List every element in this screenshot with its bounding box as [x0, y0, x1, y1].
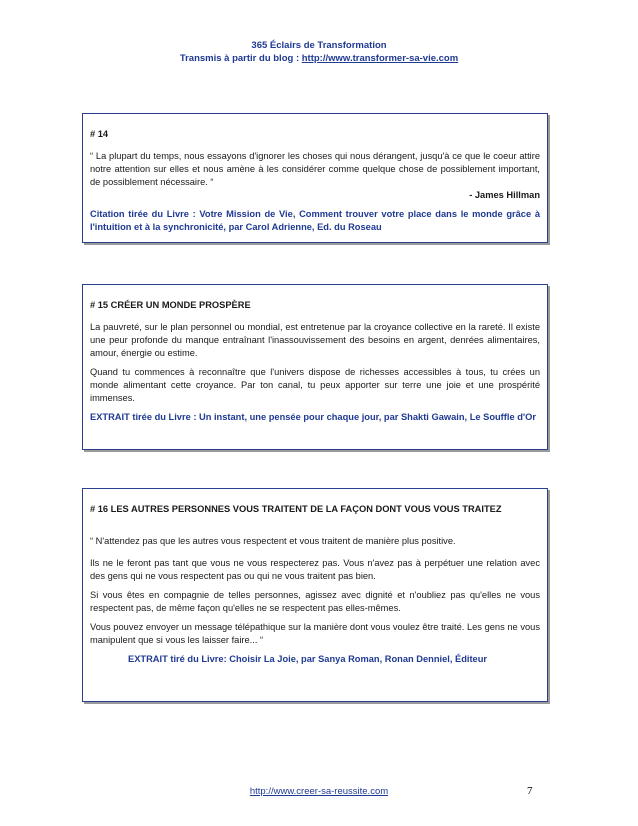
entry-14-author: - James Hillman: [469, 190, 540, 200]
entry-15-paragraph: La pauvreté, sur le plan personnel ou mondial, est entretenue par la croyance collective en la rareté. Il existe une peur profonde du manque entraînant l'inassouvissement des besoins en argent, denrées alimentaires, amour, énergie ou estime.: [90, 322, 540, 358]
subtitle-prefix: Transmis à partir du blog :: [179, 53, 302, 64]
entry-16-paragraph: “ N'attendez pas que les autres vous respectent et vous traitent de manière plus positive.: [90, 536, 456, 546]
entry-14-box: [82, 113, 548, 243]
entry-15-title: # 15 CRÉER UN MONDE PROSPÈRE: [90, 300, 251, 310]
entry-16-box: [82, 488, 548, 702]
entry-14-number: # 14: [90, 129, 109, 139]
entry-16-paragraph: Si vous êtes en compagnie de telles personnes, agissez avec dignité et n'oubliez pas qu'elles ne vous respectent pas, de même façon qu'elles ne se respectent pas elles-mêmes.: [90, 590, 540, 613]
entry-16-paragraph: Vous pouvez envoyer un message télépathique sur la manière dont vous voulez être traité. Les gens ne vous manipulent que si vous les laisser faire... “: [90, 622, 540, 645]
page-number: 7: [527, 785, 533, 797]
blog-link[interactable]: http://www.transformer-sa-vie.com: [301, 53, 459, 64]
document-title: 365 Éclairs de Transformation: [251, 40, 387, 51]
entry-14-source: Citation tirée du Livre : Votre Mission de Vie, Comment trouver votre place dans le monde grâce à l'intuition et à la synchronicité, par Carol Adrienne, Ed. du Roseau: [90, 209, 540, 232]
entry-16-paragraph: Ils ne le feront pas tant que vous ne vous respecterez pas. Vous n'avez pas à perpétuer une relation avec des gens qui ne vous respectent pas ou qui ne vous traitent pas bien.: [90, 558, 540, 581]
entry-16-source: EXTRAIT tiré du Livre: Choisir La Joie, par Sanya Roman, Ronan Denniel, Éditeur: [128, 654, 488, 664]
entry-15-source: EXTRAIT tirée du Livre : Un instant, une pensée pour chaque jour, par Shakti Gawain, Le Souffle d'Or: [90, 412, 536, 422]
entry-15-box: [82, 284, 548, 450]
entry-16-title: # 16 LES AUTRES PERSONNES VOUS TRAITENT DE LA FAÇON DONT VOUS VOUS TRAITEZ: [90, 504, 502, 514]
document-subtitle: [0, 53, 638, 64]
footer-link[interactable]: http://www.creer-sa-reussite.com: [249, 786, 389, 797]
entry-14-quote: “ La plupart du temps, nous essayons d'ignorer les choses qui nous dérangent, jusqu'à ce que le coeur attire notre attention sur elles et nous amène à les considérer comme quelque chose de possiblement important, de possiblement nécessaire. “: [90, 151, 540, 187]
entry-15-paragraph: Quand tu commences à reconnaître que l'univers dispose de richesses accessibles à tous, tu crées un monde alimentant cette croyance. Par ton canal, tu peux apporter sur terre une joie et une prospérité immenses.: [90, 367, 540, 403]
